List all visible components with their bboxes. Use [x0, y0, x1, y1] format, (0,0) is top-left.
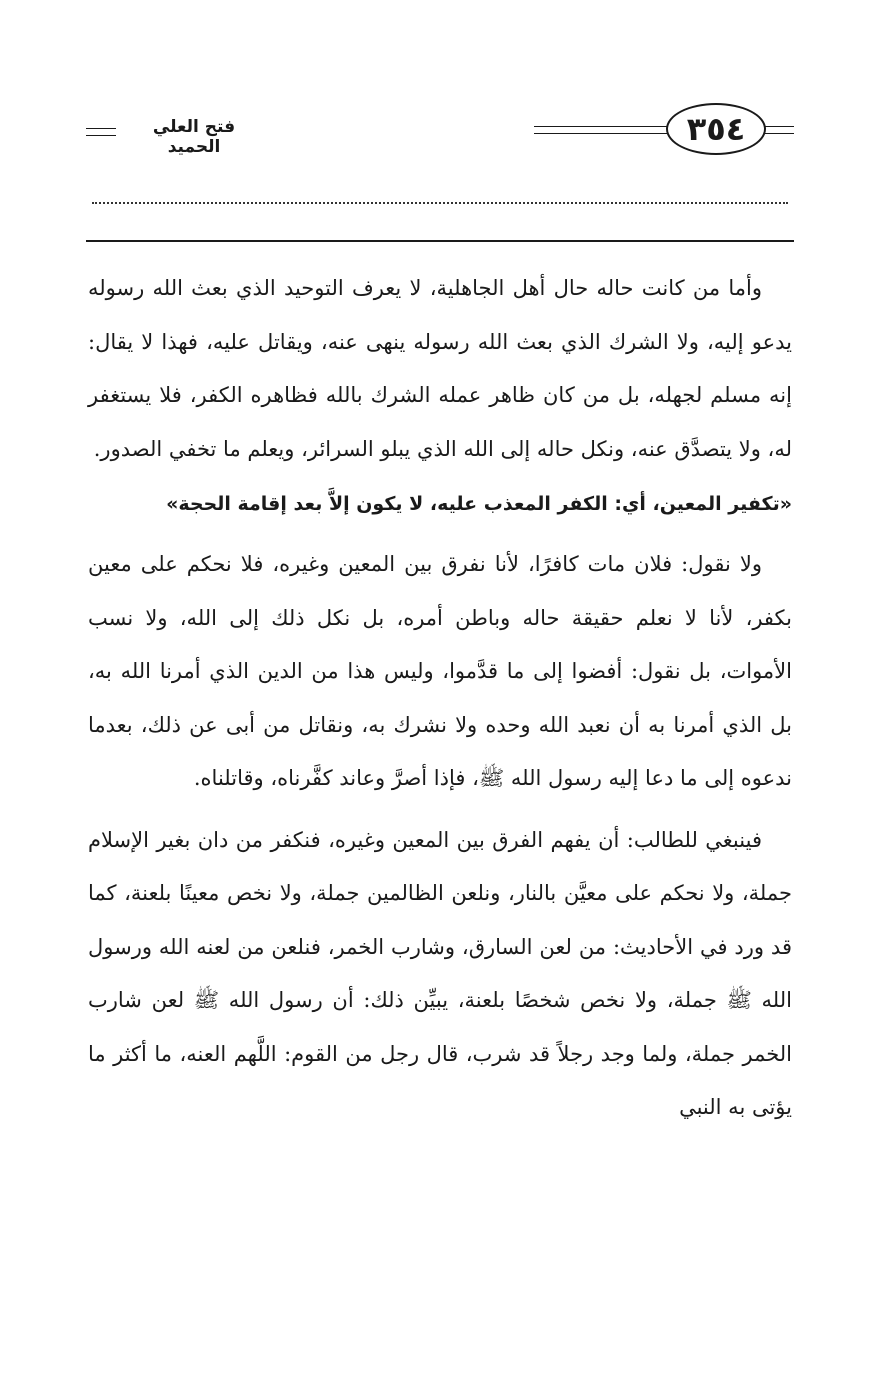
page-header [0, 0, 879, 200]
header-solid-rule [86, 240, 794, 242]
header-double-rule-middle [534, 126, 668, 134]
page-body [88, 262, 792, 1135]
paragraph: ولا نقول: فلان مات كافرًا، لأنا نفرق بين المعين وغيره، فلا نحكم على معين بكفر، لأنا لا نعلم حقيقة حاله وباطن أمره، بل نكل ذلك إلى الله، ولا نسب الأموات، بل نقول: أفضوا إلى ما قدَّموا، وليس هذا من الدين الذي أمرنا الله به، بل الذي أمرنا به أن نعبد الله وحده ولا نشرك به، ونقاتل من أبى عن ذلك، بعدما ندعوه إلى ما دعا إليه رسول الله ﷺ، فإذا أصرَّ وعاند كفَّرناه، وقاتلناه. [88, 552, 792, 790]
header-double-rule-left [86, 128, 116, 136]
book-title: فتح العلي الحميد [152, 117, 236, 157]
paragraph: وأما من كانت حاله حال أهل الجاهلية، لا يعرف التوحيد الذي بعث الله رسوله يدعو إليه، ولا الشرك الذي بعث الله رسوله ينهى عنه، ويقاتل عليه، فهذا لا يقال: إنه مسلم لجهله، بل من كان ظاهر عمله الشرك بالله فظاهره الكفر، فلا يستغفر له، ولا يتصدَّق عنه، ونكل حاله إلى الله الذي يبلو السرائر، ويعلم ما تخفي الصدور. [88, 276, 792, 461]
header-double-rule-right [764, 126, 794, 134]
section-heading: «تكفير المعين، أي: الكفر المعذب عليه، لا يكون إلاَّ بعد إقامة الحجة» [166, 493, 792, 515]
dotted-separator [92, 202, 788, 204]
page-number: ٣٥٤ [666, 103, 766, 155]
paragraph: فينبغي للطالب: أن يفهم الفرق بين المعين وغيره، فنكفر من دان بغير الإسلام جملة، ولا نحكم على معيَّن بالنار، ونلعن الظالمين جملة، ولا نخص معينًا بلعنة، كما قد ورد في الأحاديث: من لعن السارق، وشارب الخمر، فنلعن من لعنه الله ورسول الله ﷺ جملة، ولا نخص شخصًا بلعنة، يبيِّن ذلك: أن رسول الله ﷺ لعن شارب الخمر جملة، ولما وجد رجلاً قد شرب، قال رجل من القوم: اللَّهم العنه، ما أكثر ما يؤتى به النبي [88, 827, 792, 1119]
